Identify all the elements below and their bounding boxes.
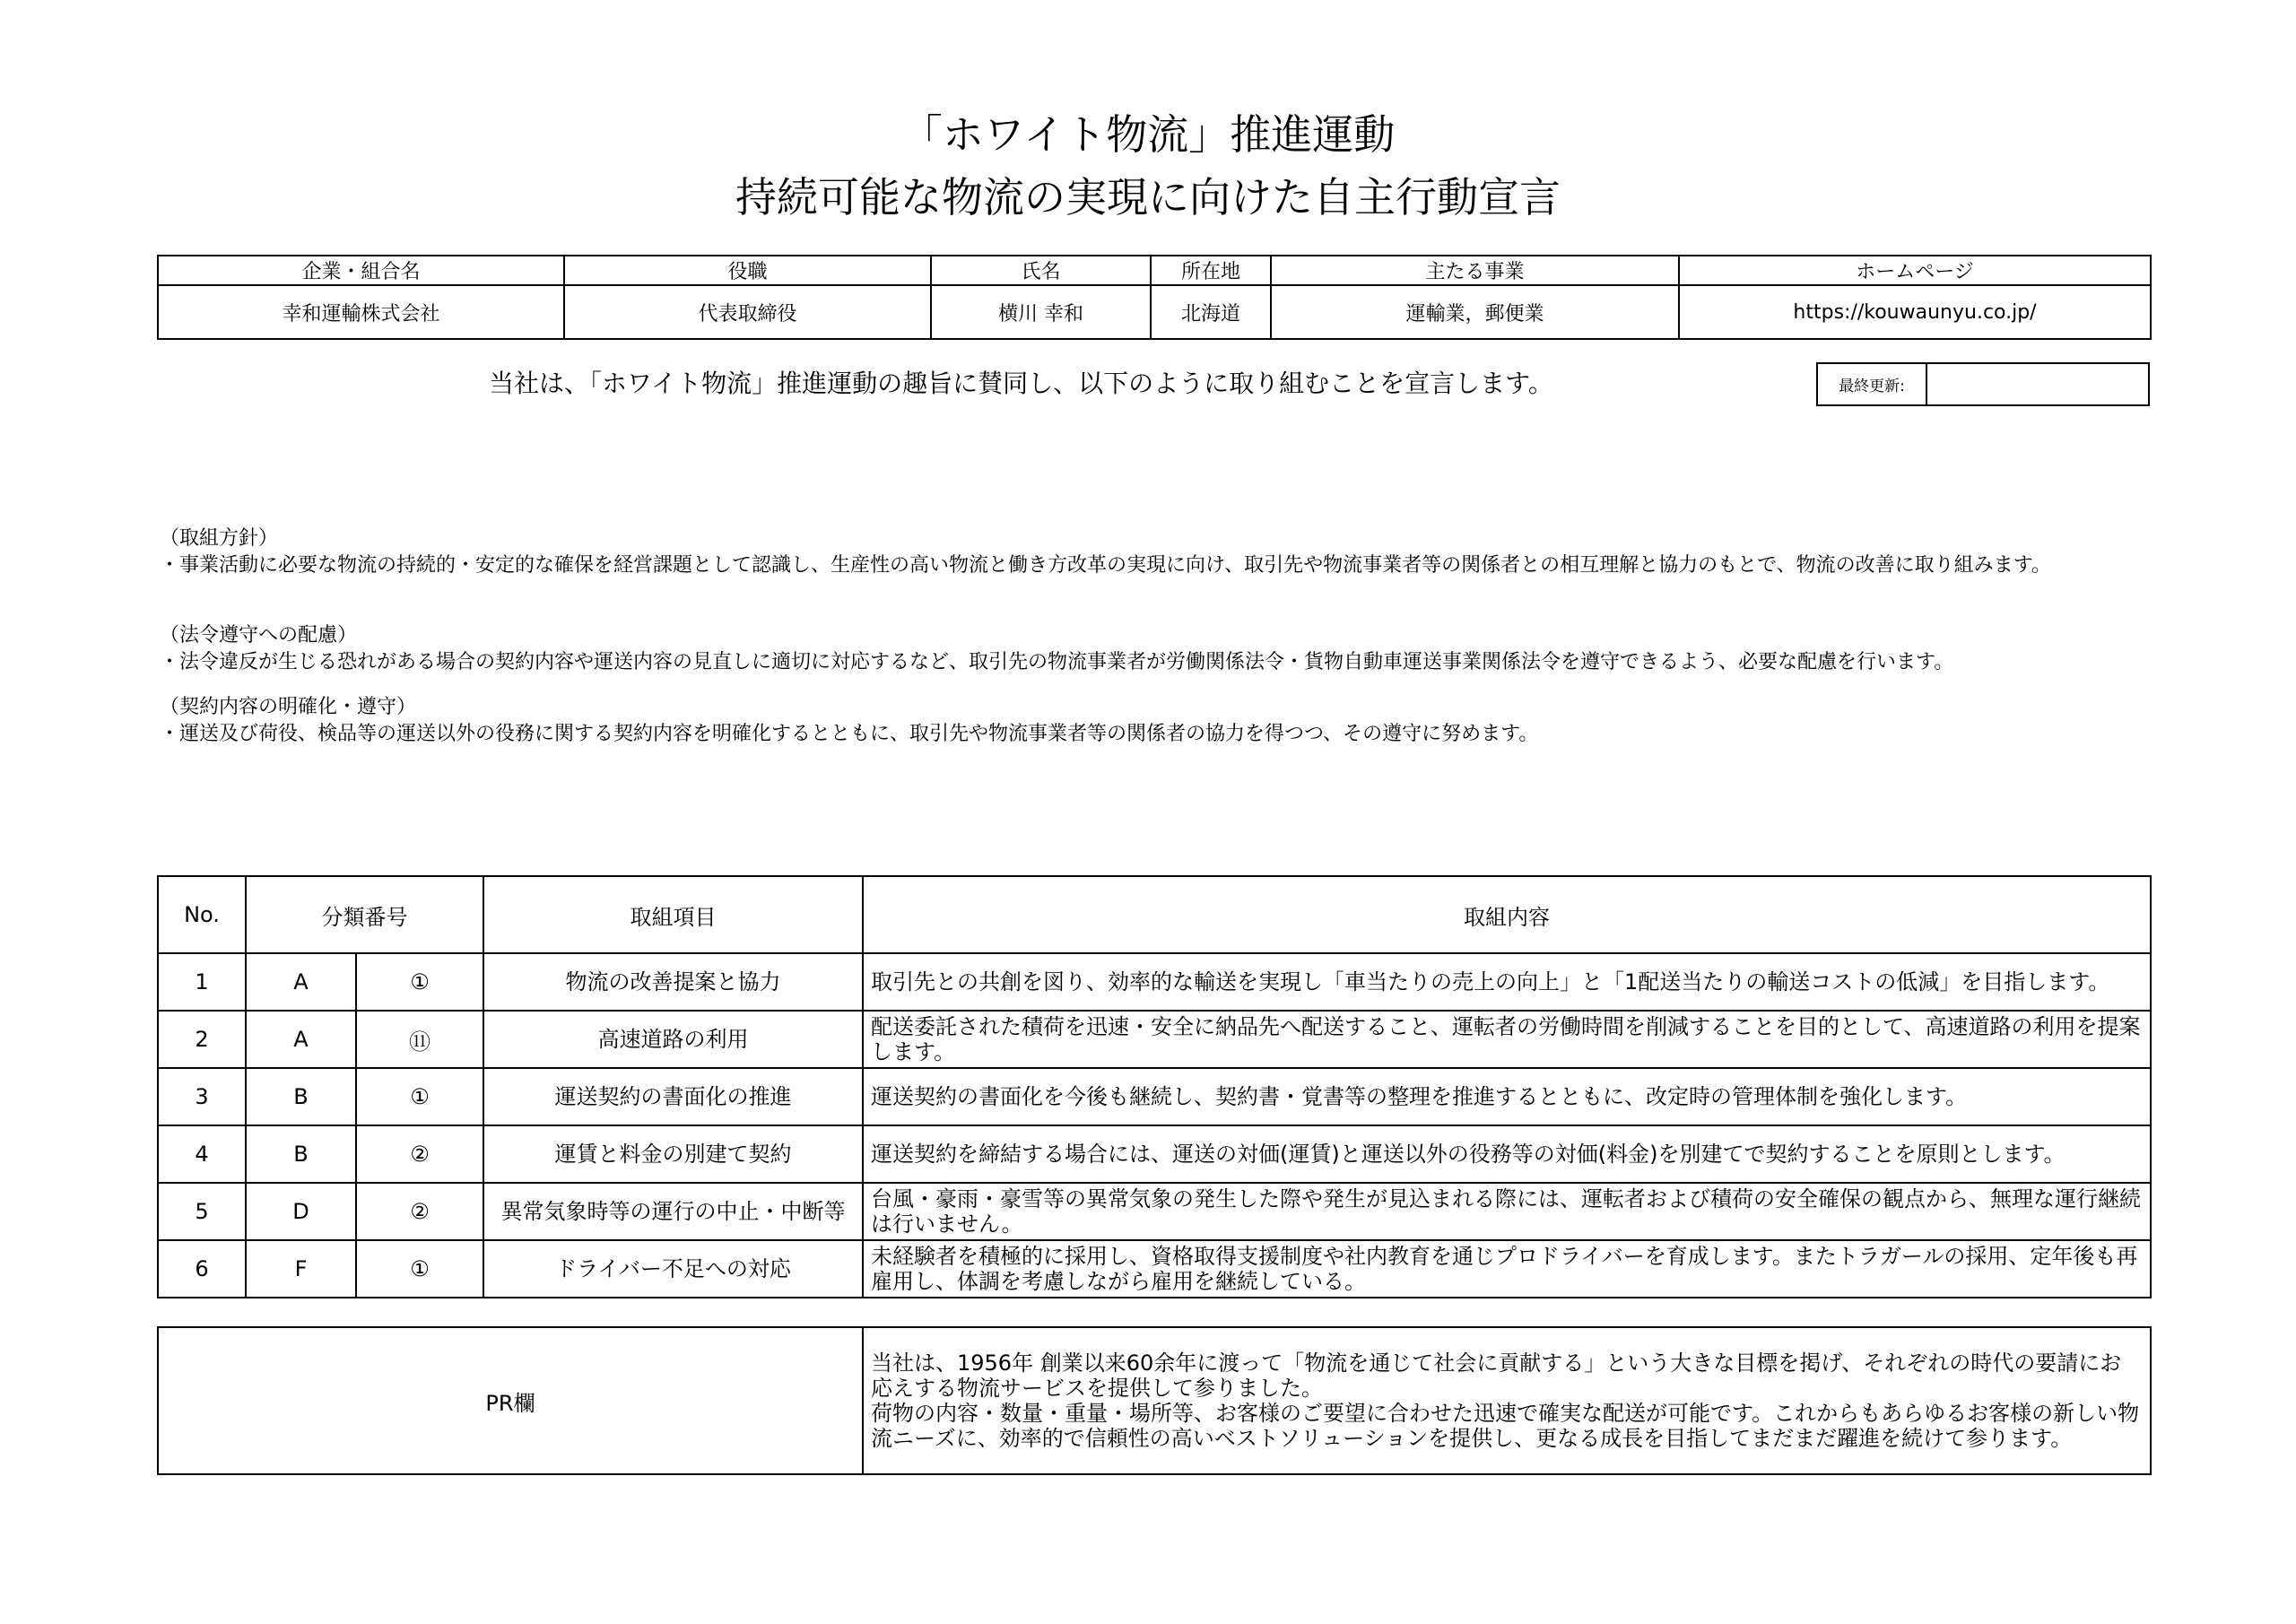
info-header-row [158, 256, 2151, 285]
row-category: D [246, 1183, 356, 1240]
table-row [158, 1068, 2151, 1125]
header-main-business: 主たる事業 [1271, 256, 1679, 285]
table-row [158, 1240, 2151, 1298]
position: 代表取締役 [564, 285, 931, 339]
row-content: 運送契約を締結する場合には、運送の対価(運賃)と運送以外の役務等の対価(料金)を別建てで契約することを原則とします。 [863, 1125, 2151, 1183]
action-items-table [157, 875, 2152, 1298]
pr-text: 当社は、1956年 創業以来60余年に渡って「物流を通じて社会に貢献する」という大きな目標を掲げ、それぞれの時代の要請にお応えする物流サービスを提供して参りました。 荷物の内容・数量・重量・場所等、お客様のご要望に合わせた迅速で確実な配送が可能です。これからもあらゆるお客様の新しい物流ニーズに、効率的で信頼性の高いベストソリューションを提供し、更なる成長を目指してまだまだ躍進を続けて参ります。 [863, 1327, 2151, 1474]
row-no: 2 [158, 1011, 246, 1068]
contract-section [160, 694, 2151, 748]
row-content: 台風・豪雨・豪雪等の異常気象の発生した際や発生が見込まれる際には、運転者および積荷の安全確保の観点から、無理な運行継続は行いません。 [863, 1183, 2151, 1240]
row-no: 5 [158, 1183, 246, 1240]
row-content: 配送委託された積荷を迅速・安全に納品先へ配送すること、運転者の労働時間を削減することを目的として、高速道路の利用を提案します。 [863, 1011, 2151, 1068]
table-row [158, 953, 2151, 1011]
row-item: 運送契約の書面化の推進 [483, 1068, 863, 1125]
declaration-text: 当社は、「ホワイト物流」推進運動の趣旨に賛同し、以下のように取り組むことを宣言します。 [489, 369, 1553, 398]
title-line-2: 持続可能な物流の実現に向けた自主行動宣言 [735, 173, 1561, 221]
row-subcategory: ② [356, 1183, 483, 1240]
row-no: 6 [158, 1240, 246, 1298]
policy-text: ・事業活動に必要な物流の持続的・安定的な確保を経営課題として認識し、生産性の高い物流と働き方改革の実現に向け、取引先や物流事業者等の関係者との相互理解と協力のもとで、物流の改善に取り組みます。 [160, 554, 2051, 577]
header-position: 役職 [564, 256, 931, 285]
contract-text: ・運送及び荷役、検品等の運送以外の役務に関する契約内容を明確化するとともに、取引先や物流事業者等の関係者の協力を得つつ、その遵守に努めます。 [160, 723, 1539, 745]
table-row [158, 1011, 2151, 1068]
table-row [158, 1183, 2151, 1240]
row-subcategory: ① [356, 1240, 483, 1298]
header-content: 取組内容 [863, 876, 2151, 953]
row-no: 3 [158, 1068, 246, 1125]
contract-heading: （契約内容の明確化・遵守） [160, 696, 417, 718]
row-item: ドライバー不足への対応 [483, 1240, 863, 1298]
last-updated-box [1816, 362, 2150, 406]
last-updated-label: 最終更新: [1817, 363, 1926, 405]
row-subcategory: ① [356, 1068, 483, 1125]
company-info-table [157, 255, 2152, 340]
compliance-section [160, 622, 2151, 676]
row-item: 運賃と料金の別建て契約 [483, 1125, 863, 1183]
row-no: 1 [158, 953, 246, 1011]
pr-table [157, 1326, 2152, 1475]
info-value-row [158, 285, 2151, 339]
row-category: B [246, 1125, 356, 1183]
row-no: 4 [158, 1125, 246, 1183]
row-category: F [246, 1240, 356, 1298]
main-business: 運輸業，郵便業 [1271, 285, 1679, 339]
header-category: 分類番号 [246, 876, 483, 953]
person-name: 横川 幸和 [931, 285, 1151, 339]
row-item: 物流の改善提案と協力 [483, 953, 863, 1011]
policy-section [160, 525, 2151, 579]
header-item: 取組項目 [483, 876, 863, 953]
company-name: 幸和運輸株式会社 [158, 285, 564, 339]
row-item: 高速道路の利用 [483, 1011, 863, 1068]
row-content: 運送契約の書面化を今後も継続し、契約書・覚書等の整理を推進するとともに、改定時の管理体制を強化します。 [863, 1068, 2151, 1125]
title-line-1: 「ホワイト物流」推進運動 [900, 110, 1396, 159]
row-category: A [246, 1011, 356, 1068]
header-company-name: 企業・組合名 [158, 256, 564, 285]
row-subcategory: ① [356, 953, 483, 1011]
compliance-heading: （法令遵守への配慮） [160, 624, 358, 647]
table-row [158, 1125, 2151, 1183]
header-person-name: 氏名 [931, 256, 1151, 285]
compliance-text: ・法令違反が生じる恐れがある場合の契約内容や運送内容の見直しに適切に対応するなど、取引先の物流事業者が労働関係法令・貨物自動車運送事業関係法令を遵守できるよう、必要な配慮を行います。 [160, 651, 1954, 673]
row-item: 異常気象時等の運行の中止・中断等 [483, 1183, 863, 1240]
row-category: A [246, 953, 356, 1011]
row-subcategory: ⑪ [356, 1011, 483, 1068]
items-header-row [158, 876, 2151, 953]
row-content: 取引先との共創を図り、効率的な輸送を実現し「車当たりの売上の向上」と「1配送当たりの輸送コストの低減」を目指します。 [863, 953, 2151, 1011]
header-location: 所在地 [1151, 256, 1271, 285]
last-updated-value [1926, 363, 2149, 405]
policy-heading: （取組方針） [160, 527, 279, 550]
homepage-url[interactable]: https://kouwaunyu.co.jp/ [1679, 285, 2151, 339]
row-subcategory: ② [356, 1125, 483, 1183]
location: 北海道 [1151, 285, 1271, 339]
header-no: No. [158, 876, 246, 953]
row-category: B [246, 1068, 356, 1125]
header-homepage: ホームページ [1679, 256, 2151, 285]
row-content: 未経験者を積極的に採用し、資格取得支援制度や社内教育を通じプロドライバーを育成します。またトラガールの採用、定年後も再雇用し、体調を考慮しながら雇用を継続している。 [863, 1240, 2151, 1298]
pr-label: PR欄 [158, 1327, 863, 1474]
